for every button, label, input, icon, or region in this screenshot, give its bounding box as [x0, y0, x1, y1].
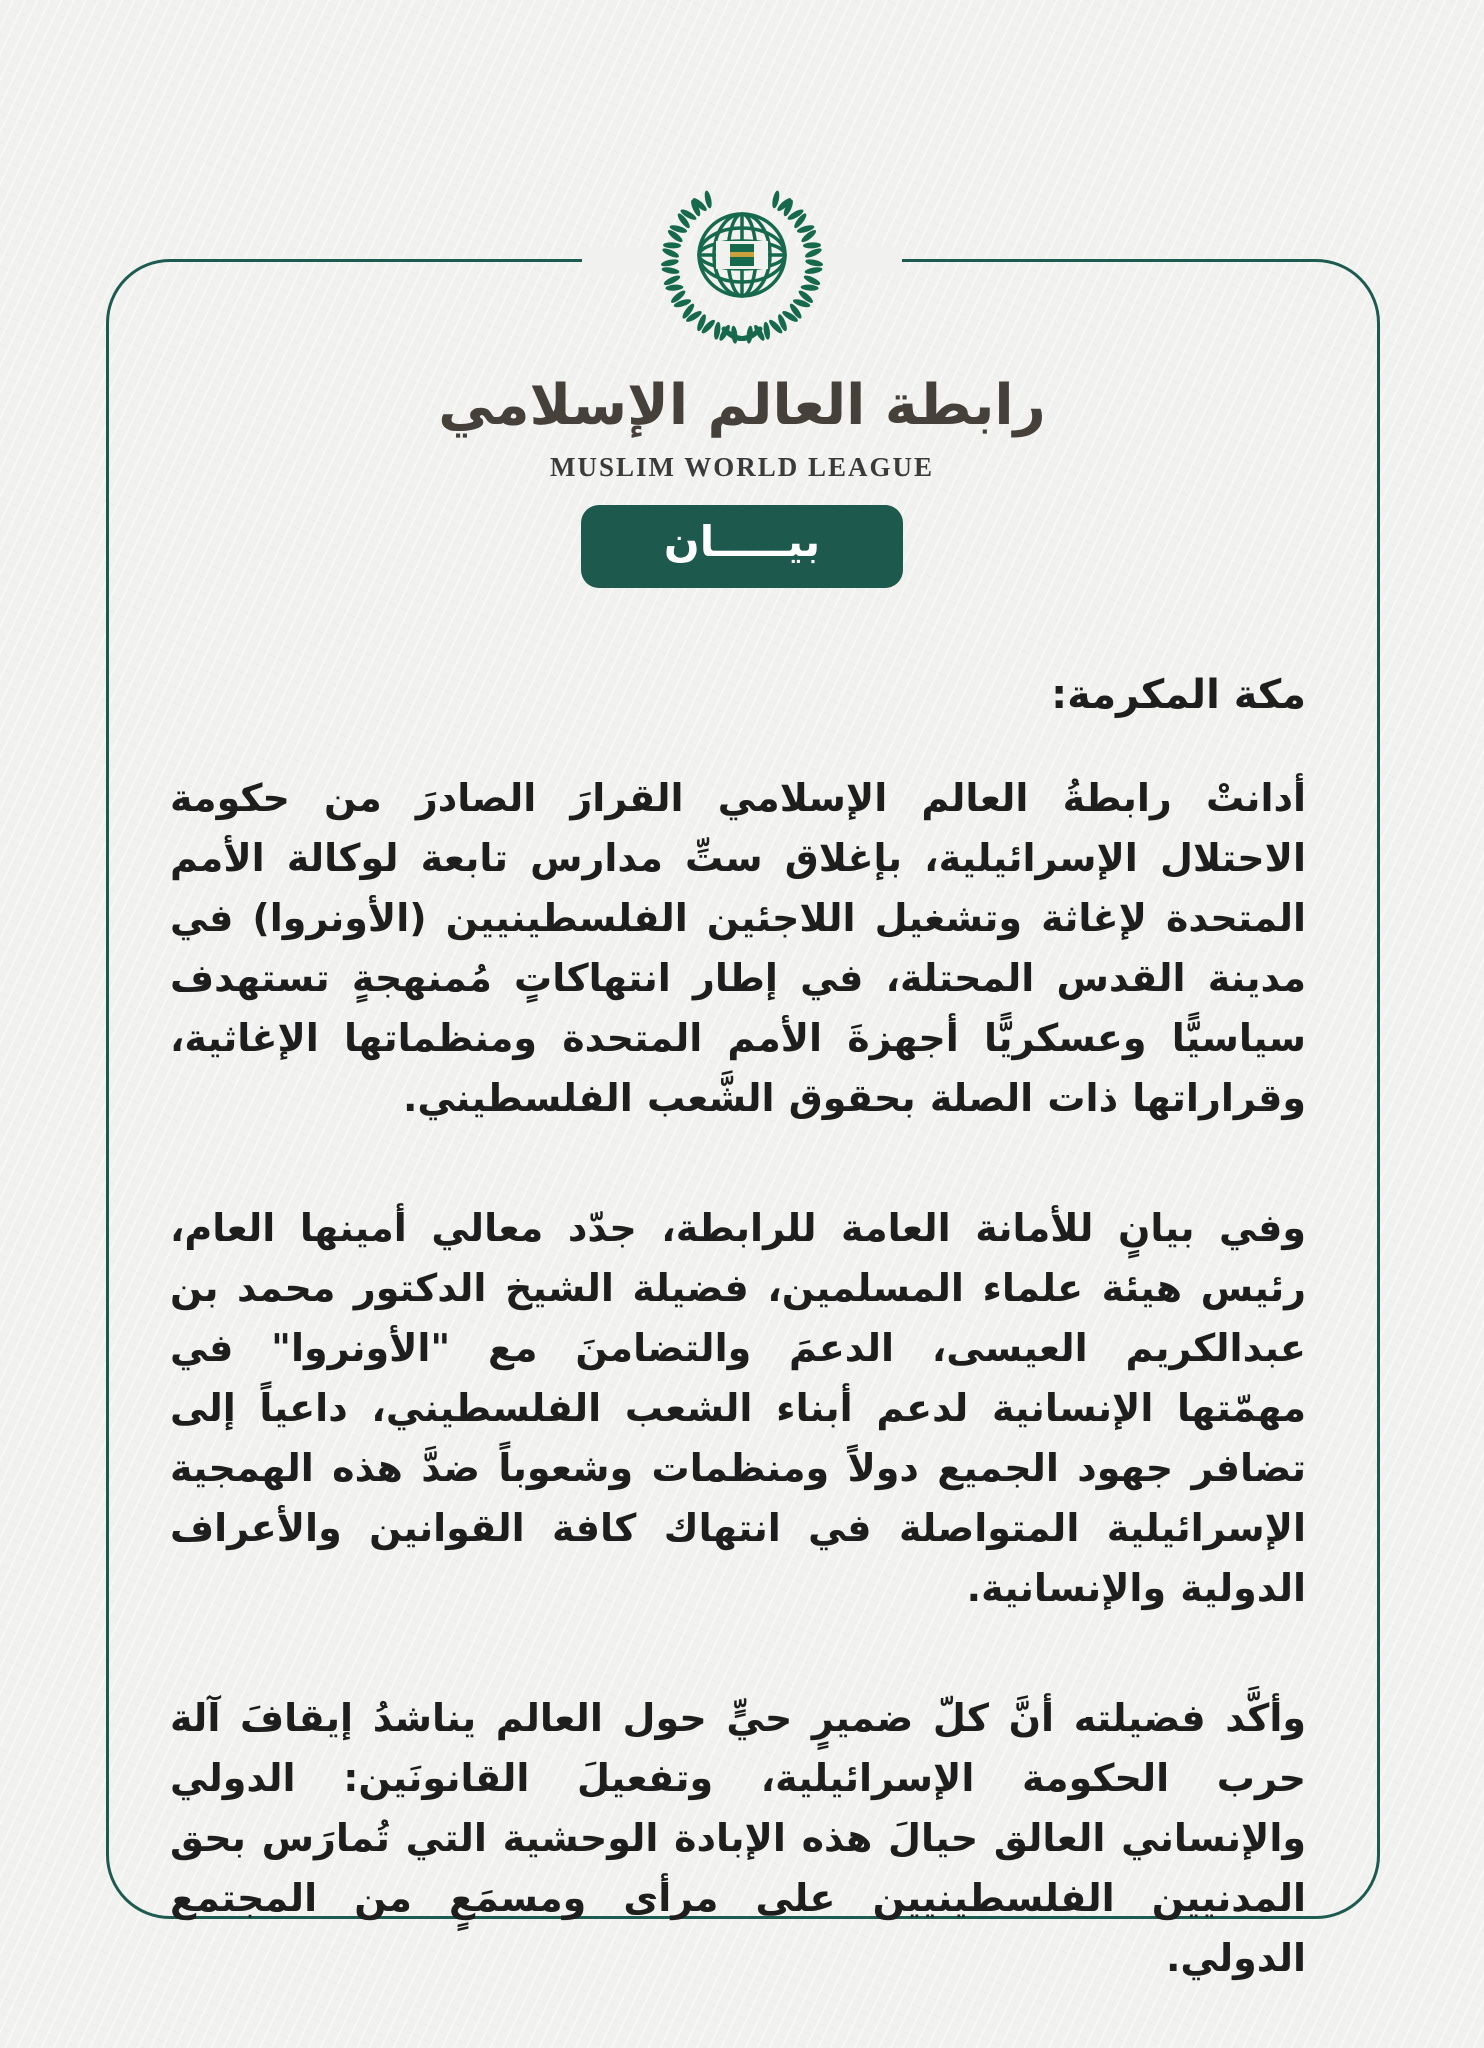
banner-label: بيـــــان [663, 516, 821, 566]
laurel-wreath-globe-icon [658, 183, 826, 355]
statement-banner [581, 505, 903, 588]
statement-paragraph-1: أدانتْ رابطةُ العالم الإسلامي القرارَ الصادرَ من حكومة الاحتلال الإسرائيلية، بإغلاق ستِّ مدارس تابعة لوكالة الأمم المتحدة لإغاثة وتشغيل اللاجئين الفلسطينيين (الأونروا) في مدينة القدس المحتلة، في إطار انتهاكاتٍ مُمنهجةٍ تستهدف سياسيًّا وعسكريًّا أجهزةَ الأمم المتحدة ومنظماتها الإغاثية، وقراراتها ذات الصلة بحقوق الشَّعب الفلسطيني. [170, 776, 1306, 1120]
statement-body [170, 672, 1306, 1988]
mwl-arabic-calligraphy: رابطة العالم الإسلامي [438, 373, 1046, 438]
statement-paragraph-2: وفي بيانٍ للأمانة العامة للرابطة، جدّد معالي أمينها العام، رئيس هيئة علماء المسلمين، فضيلة الشيخ الدكتور محمد بن عبدالكريم العيسى، الدعمَ والتضامنَ مع "الأونروا" في مهمّتها الإنسانية لدعم أبناء الشعب الفلسطيني، داعياً إلى تضافر جهود الجميع دولاً ومنظمات وشعوباً ضدَّ هذه الهمجية الإسرائيلية المتواصلة في انتهاك كافة القوانين والأعراف الدولية والإنسانية. [170, 1206, 1306, 1610]
statement-paragraph-3: وأكَّد فضيلته أنَّ كلّ ضميرٍ حيٍّ حول العالم يناشدُ إيقافَ آلة حرب الحكومة الإسرائيلية، وتفعيلَ القانونَين: الدولي والإنساني العالق حيالَ هذه الإبادة الوحشية التي تُمارَس بحق المدنيين الفلسطينيين على مرأى ومسمَعٍ من المجتمع الدولي. [170, 1696, 1306, 1980]
mwl-english-name: MUSLIM WORLD LEAGUE [549, 452, 935, 482]
kaaba-gold-belt [730, 252, 754, 257]
city-heading: مكة المكرمة: [1051, 672, 1306, 718]
